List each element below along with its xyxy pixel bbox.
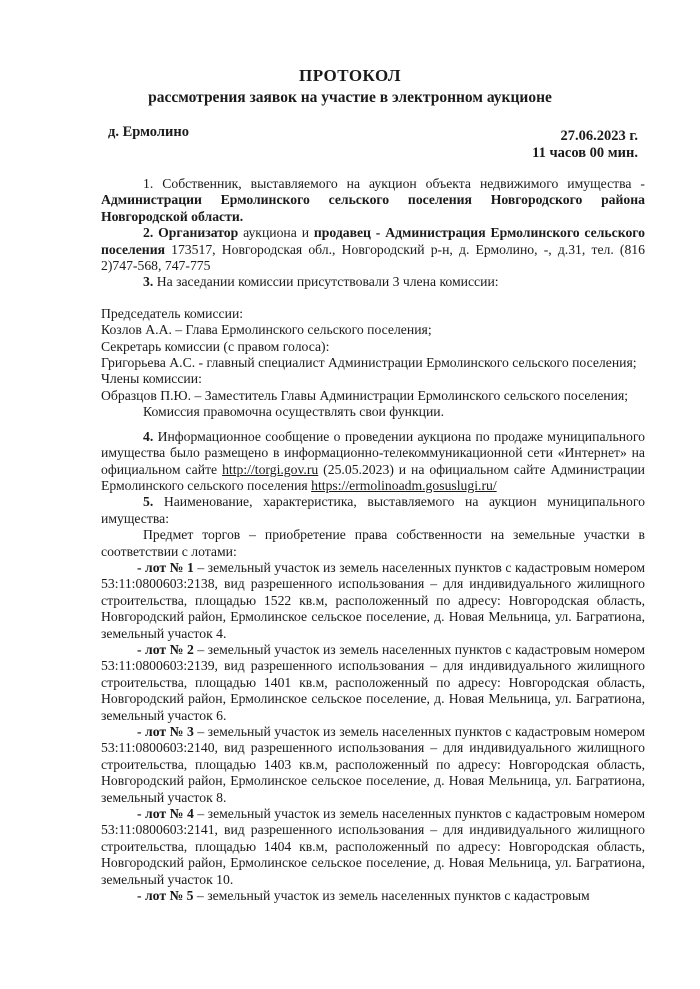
seller-name: продавец - Администрация Ермолинского сельского поселения bbox=[101, 225, 646, 257]
lot-4 bbox=[101, 806, 645, 888]
spacer bbox=[101, 421, 645, 429]
document-body bbox=[101, 176, 645, 904]
paragraph-text: Информационное сообщение о проведении аукциона по продаже муниципального имущества было размещено в информационно-телекоммуникационной сети «Интернет» на официальном сайте bbox=[101, 428, 645, 477]
paragraph-number: 4. bbox=[143, 428, 154, 444]
lot-1 bbox=[101, 560, 645, 642]
lot-label: - лот № 3 bbox=[137, 724, 194, 739]
paragraph-4 bbox=[101, 429, 645, 495]
chair: Козлов А.А. – Глава Ермолинского сельского поселения; bbox=[101, 322, 432, 338]
document-title: ПРОТОКОЛ bbox=[298, 66, 401, 85]
paragraph-number: 5. bbox=[143, 494, 154, 510]
secretary: Григорьева А.С. - главный специалист Администрации Ермолинского сельского поселения; bbox=[101, 355, 637, 371]
quorum: Комиссия правомочна осуществлять свои функции. bbox=[143, 404, 445, 420]
chair-label: Председатель комиссии: bbox=[101, 305, 244, 321]
paragraph-5 bbox=[101, 494, 645, 527]
lot-5 bbox=[101, 888, 645, 904]
paragraph-text: Наименование, характеристика, выставляемого на аукцион муниципального имущества: bbox=[101, 494, 645, 526]
paragraph-number: 1. bbox=[143, 176, 154, 191]
lot-label: - лот № 1 bbox=[137, 559, 194, 575]
place: д. Ермолино bbox=[108, 124, 189, 140]
lot-label: - лот № 4 bbox=[137, 806, 194, 822]
seller-address: 173517, Новгородская обл., Новгородский р-н, д. Ермолино, -, д.31, тел. (816 2)747-568, 747-775 bbox=[101, 241, 645, 274]
paragraph-text: аукциона и bbox=[238, 225, 314, 241]
paragraph-text: На заседании комиссии присутствовали 3 члена комиссии: bbox=[153, 274, 499, 290]
date-block bbox=[532, 128, 638, 162]
paragraph-2 bbox=[101, 225, 645, 274]
torgi-link[interactable]: http://torgi.gov.ru bbox=[222, 461, 319, 477]
document-subtitle: рассмотрения заявок на участие в электронном аукционе bbox=[148, 89, 552, 106]
auction-subject: Предмет торгов – приобретение права собственности на земельные участки в соответствии с лотами: bbox=[101, 527, 645, 559]
organizer-label: Организатор bbox=[158, 225, 239, 241]
paragraph-number: 3. bbox=[143, 274, 154, 290]
paragraph-1 bbox=[101, 176, 645, 225]
time: 11 часов 00 мин. bbox=[532, 145, 638, 161]
lot-2 bbox=[101, 642, 645, 724]
lot-description: – земельный участок из земель населенных пунктов с кадастровым номером 53:11:0800603:2141, вид разрешенного использования – для индивидуального жилищного строительства, площадью 1404 кв.м, расположенный по адресу: Новгородская область, Новгородский район, Ермолинское сельское поселение, д. Новая Мельница, ул. Багратиона, земельный участок 10. bbox=[101, 806, 645, 887]
members-label: Члены комиссии: bbox=[101, 371, 202, 387]
lot-description: – земельный участок из земель населенных пунктов с кадастровым номером 53:11:0800603:2140, вид разрешенного использования – для индивидуального жилищного строительства, площадью 1403 кв.м, расположенный по адресу: Новгородская область, Новгородский район, Ермолинское сельское поселение, д. Новая Мельница, ул. Багратиона, земельный участок 8. bbox=[101, 724, 645, 805]
owner-name: Администрации Ермолинского сельского поселения Новгородского района Новгородской области. bbox=[101, 192, 645, 224]
paragraph-3 bbox=[101, 274, 645, 290]
lot-description: – земельный участок из земель населенных пунктов с кадастровым bbox=[193, 888, 590, 904]
lot-description: – земельный участок из земель населенных пунктов с кадастровым номером 53:11:0800603:2139, вид разрешенного использования – для индивидуального жилищного строительства, площадью 1401 кв.м, расположенный по адресу: Новгородская область, Новгородский район, Ермолинское сельское поселение, д. Новая Мельница, ул. Багратиона, земельный участок 6. bbox=[101, 641, 645, 723]
admin-site-link[interactable]: https://ermolinoadm.gosuslugi.ru/ bbox=[311, 477, 497, 493]
paragraph-text: (25.05.2023) и на официальном сайте Администрации Ермолинского сельского поселения bbox=[101, 461, 646, 493]
lot-label: - лот № 5 bbox=[137, 888, 194, 904]
member: Образцов П.Ю. – Заместитель Главы Администрации Ермолинского сельского поселения; bbox=[101, 387, 629, 403]
lot-label: - лот № 2 bbox=[137, 641, 194, 657]
secretary-label: Секретарь комиссии (с правом голоса): bbox=[101, 338, 330, 354]
spacer bbox=[101, 291, 645, 306]
lot-description: – земельный участок из земель населенных пунктов с кадастровым номером 53:11:0800603:2138, вид разрешенного использования – для индивидуального жилищного строительства, площадью 1522 кв.м, расположенный по адресу: Новгородская область, Новгородский район, Ермолинское сельское поселение, д. Новая Мельница, ул. Багратиона, земельный участок 4. bbox=[101, 559, 645, 641]
paragraph-text: Собственник, выставляемого на аукцион объекта недвижимого имущества - bbox=[153, 176, 645, 191]
paragraph-number: 2. bbox=[143, 225, 154, 241]
date: 27.06.2023 г. bbox=[560, 128, 638, 144]
lot-3 bbox=[101, 724, 645, 806]
